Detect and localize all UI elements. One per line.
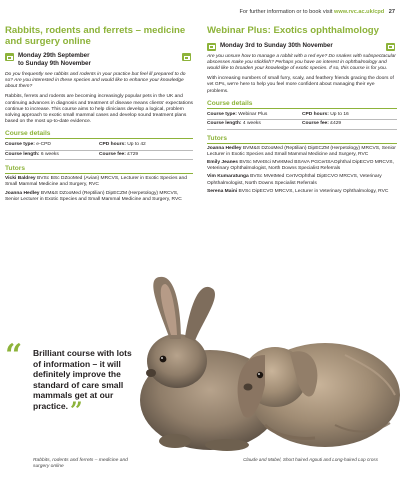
date-line1: Monday 29th September <box>18 52 90 59</box>
tutors-heading: Tutors <box>207 136 397 144</box>
testimonial-source: Rabbits, rodents and ferrets – medicine and surgery online <box>33 458 128 470</box>
calendar-icon <box>5 53 14 61</box>
date-line2: to Sunday 9th November <box>18 59 91 67</box>
tutor-entry: Vim Kumaratunga BVSc MVetMed CertVOphthal DipECVO MRCVS, Veterinary Ophthalmologist, North Downs Specialist Referrals <box>207 174 382 186</box>
cpd-hours: CPD hours: Up to 16 <box>302 111 397 121</box>
course-rabbits-column <box>5 26 193 203</box>
tutor-entry: Emily Jeanes BVSc MVetSci MVetMed BSAVA PGCertSAOphthal DipECVO MRCVS, Veterinary Ophthalmologist, North Downs Specialist Referrals <box>207 160 394 172</box>
course-title <box>5 26 193 47</box>
rabbits-photo <box>115 275 403 455</box>
course-body: Rabbits, ferrets and rodents are becoming increasingly popular pets in the UK and continuing advances in diagnosis and treatment of disease means clients' expectations continue to increase. This course aims to help clinicians develop a logical, problem solving approach to exotic small mammal cases and develop sound treatment plans based on the most up-to-date evidence. <box>5 94 193 124</box>
course-dates <box>207 42 397 50</box>
header-text: For further information or to book visit <box>239 9 333 15</box>
course-details-grid <box>5 141 193 160</box>
course-type: Course type: Webinar Plus <box>207 111 302 121</box>
course-details-heading: Course details <box>5 131 193 139</box>
course-fee: Course fee: £429 <box>302 120 397 130</box>
course-title-line1: Rabbits, rodents and ferrets – medicine <box>5 25 186 36</box>
course-intro: Are you unsure how to manage a rabbit with a red eye? Do snakes with subspectacular abscesses make you sticklish? Perhaps you have an interest in ophthalmology and would like to broaden your knowledge of exotic species. If so, this course is for you. <box>207 54 396 72</box>
course-dates <box>5 52 193 67</box>
tutor-entry: Joanna Hedley BVM&S DZooMed (Reptilian) DipECZM (Herpetology) MRCVS, Senior Lecturer in Exotic Species and Small Mammal Medicine and Surgery, RVC <box>207 146 396 158</box>
course-length: Course length: 4 weeks <box>207 120 302 130</box>
cpd-hours: CPD hours: Up to 42 <box>99 141 193 151</box>
calendar-icon <box>182 53 191 61</box>
open-quote-icon: “ <box>5 338 23 373</box>
header-url-link[interactable]: www.rvc.ac.uk/cpd <box>334 9 385 15</box>
close-quote-icon: ” <box>69 397 83 424</box>
page-number: 27 <box>388 9 395 15</box>
course-fee: Course fee: £729 <box>99 151 193 161</box>
course-details-heading: Course details <box>207 101 397 109</box>
testimonial-text: Brilliant course with lots of information – it will definitely improve the standard of care small mammals get at our practice.” <box>33 348 132 424</box>
course-body: With increasing numbers of small furry, scaly, and feathery friends gracing the doors of vet GPs, we're here to help you feel more confident about managing their eye problems. <box>207 76 394 94</box>
course-intro: Do you frequently see rabbits and rodents in your practice but feel ill prepared to do so? Are you interested in these species and would like to enhance your knowledge about them? <box>5 72 186 90</box>
course-title-line2: and surgery online <box>5 35 91 47</box>
tutor-entry: Joanna Hedley BVM&S DZooMed (Reptilian) DipECZM (Herpetology) MRCVS, Senior Lecturer in Exotic Species and Small Mammal Medicine and Surgery, RVC <box>5 190 182 202</box>
tutors-heading: Tutors <box>5 166 193 174</box>
tutor-entry: Serena Maini BVSc DipECVO MRCVS, Lecturer in Veterinary Ophthalmology, RVC <box>207 188 389 194</box>
calendar-icon <box>207 43 216 51</box>
tutor-entry: Vicki Baldrey BVSc BSc DZooMed (Avian) MRCVS, Lecturer in Exotic Species and Small Mammal Medicine and Surgery, RVC <box>5 176 187 188</box>
course-type: Course type: e-CPD <box>5 141 99 151</box>
course-length: Course length: 6 weeks <box>5 151 99 161</box>
course-title: Webinar Plus: Exotics ophthalmology <box>207 25 379 36</box>
photo-caption: Claude and Mabel, Short haired Agouti and Long-haired Lop cross <box>243 457 378 462</box>
course-ophthalmology-column <box>207 26 397 195</box>
date-line1: Monday 3rd to Sunday 30th November <box>220 41 333 49</box>
page-header <box>0 9 395 15</box>
calendar-icon <box>386 43 395 51</box>
course-details-grid <box>207 111 397 130</box>
